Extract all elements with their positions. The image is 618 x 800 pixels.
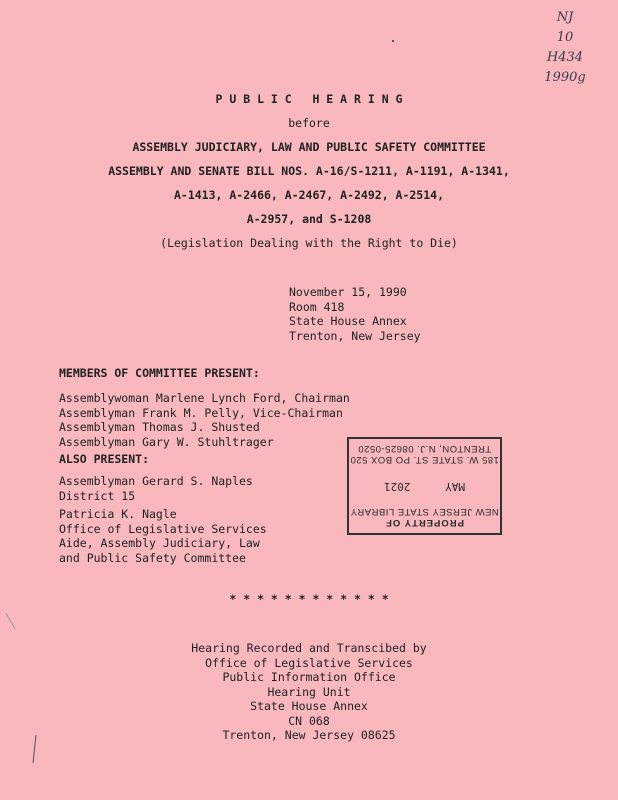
- member-name: Assemblyman Gary W. Stuhltrager: [59, 434, 274, 449]
- handwritten-line: 1990g: [544, 70, 586, 85]
- credit-line: State House Annex: [250, 699, 368, 713]
- stamp-month: MAY: [445, 480, 465, 493]
- bill-numbers-line-3: A-2957, and S-1208: [246, 212, 372, 226]
- handwritten-line: 10: [556, 30, 574, 45]
- stamp-line-property: PROPERTY OF: [385, 517, 464, 528]
- person-line: Assemblyman Gerard S. Naples: [59, 474, 253, 488]
- document-title: P U B L I C H E A R I N G: [215, 92, 403, 106]
- credit-line: Hearing Unit: [267, 684, 351, 699]
- credit-line: Hearing Recorded and Transcibed by: [191, 641, 427, 655]
- member-name: Assemblyman Frank M. Pelly, Vice-Chairman: [59, 405, 343, 420]
- bill-numbers-line-2: A-1413, A-2466, A-2467, A-2492, A-2514,: [173, 188, 445, 202]
- hearing-room: Room 418: [289, 299, 345, 314]
- member-name: Assemblywoman Marlene Lynch Ford, Chairman: [59, 391, 350, 405]
- stamp-line-library: NEW JERSEY STATE LIBRARY: [350, 506, 499, 517]
- committee-name: ASSEMBLY JUDICIARY, LAW AND PUBLIC SAFETY COMMITTEE: [132, 140, 486, 154]
- person-line: Office of Legislative Services: [59, 521, 267, 536]
- bill-numbers-line-1: ASSEMBLY AND SENATE BILL NOS. A-16/S-1211, A-1191, A-1341,: [108, 164, 510, 178]
- also-present-person-1: [59, 474, 253, 503]
- stamp-line-city: TRENTON, N.J. 08625-0520: [357, 443, 492, 454]
- stamp-line-address: 185 W. STATE ST. PO BOX 520: [350, 454, 499, 465]
- credit-line: Office of Legislative Services: [205, 655, 413, 670]
- speck-mark: [392, 40, 394, 42]
- hearing-subject: (Legislation Dealing with the Right to Die): [160, 236, 458, 250]
- hearing-city: Trenton, New Jersey: [289, 328, 421, 343]
- handwritten-call-number: [520, 8, 610, 88]
- hearing-date: November 15, 1990: [289, 285, 407, 299]
- member-name: Assemblyman Thomas J. Shusted: [59, 420, 260, 434]
- handwritten-line: NJ: [556, 10, 574, 25]
- hearing-info: [289, 285, 421, 343]
- credit-line: Public Information Office: [222, 670, 396, 684]
- also-present-person-2: [59, 507, 267, 565]
- handwritten-line: H434: [546, 50, 584, 65]
- person-line: Patricia K. Nagle: [59, 507, 177, 521]
- credit-line: Trenton, New Jersey 08625: [222, 728, 396, 742]
- before-label: before: [288, 116, 330, 130]
- library-property-stamp: [347, 437, 502, 535]
- person-line: Aide, Assembly Judiciary, Law: [59, 536, 260, 550]
- members-heading: MEMBERS OF COMMITTEE PRESENT:: [59, 366, 260, 380]
- section-divider: * * * * * * * * * * * *: [229, 592, 389, 606]
- stamp-date: [349, 480, 500, 493]
- also-present-heading: ALSO PRESENT:: [59, 452, 150, 466]
- members-list: [59, 391, 350, 449]
- speck-mark: [6, 613, 16, 629]
- person-line: and Public Safety Committee: [59, 550, 246, 565]
- person-line: District 15: [59, 488, 136, 503]
- hearing-building: State House Annex: [289, 314, 407, 328]
- stamp-year: 2021: [384, 480, 411, 493]
- transcription-credit: [0, 641, 618, 743]
- credit-line: CN 068: [288, 713, 330, 728]
